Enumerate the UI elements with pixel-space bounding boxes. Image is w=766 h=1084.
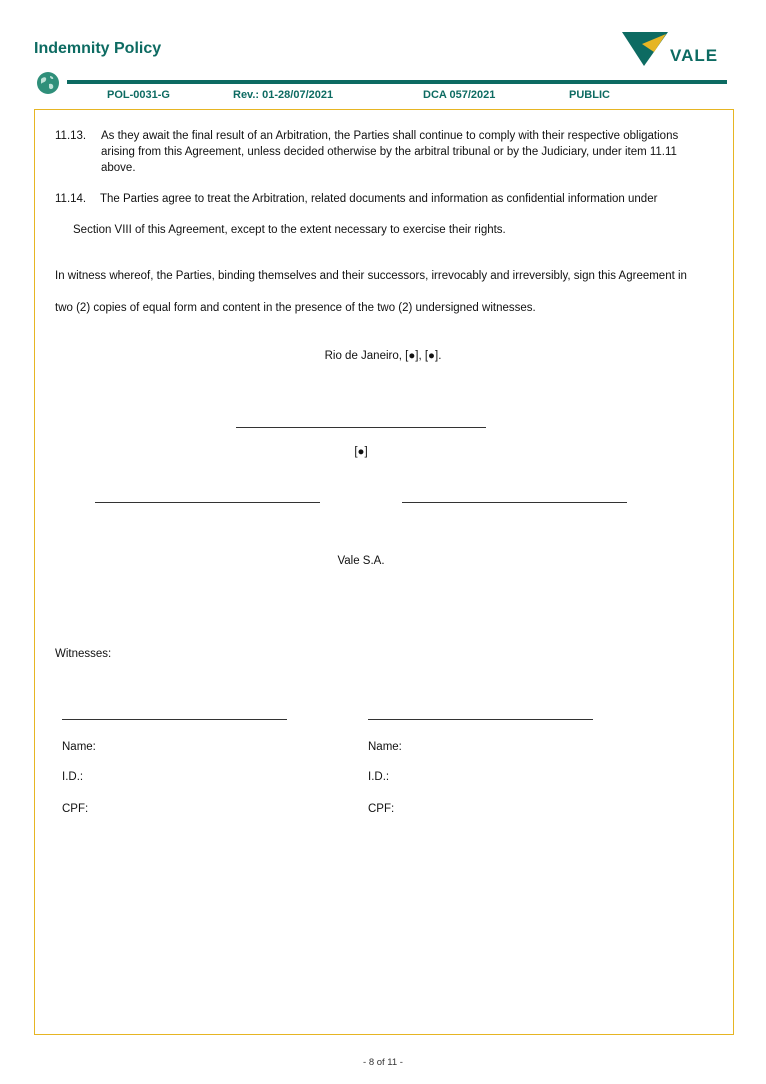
classification: PUBLIC [569, 89, 610, 101]
witness-field-cpf: CPF: [62, 803, 89, 815]
signature-line [402, 502, 627, 503]
clause-number: 11.14. [55, 193, 87, 205]
page-title: Indemnity Policy [34, 40, 162, 57]
witness-field-name: Name: [62, 741, 96, 753]
vale-logo-icon [620, 30, 720, 70]
witness-signature-line [368, 719, 593, 720]
place-date: Rio de Janeiro, [●], [●]. [324, 350, 442, 362]
page-number: - 8 of 11 - [363, 1057, 403, 1068]
witness-field-id: I.D.: [62, 771, 84, 783]
witness-field-cpf: CPF: [368, 803, 395, 815]
logo-text: VALE [670, 46, 719, 65]
clause-continuation: Section VIII of this Agreement, except to the extent necessary to exercise their rights. [73, 224, 506, 236]
witness-field-id: I.D.: [368, 771, 390, 783]
witness-signature-line [62, 719, 287, 720]
vale-logo [620, 30, 720, 70]
content-frame [34, 109, 734, 1035]
clause-text: As they await the final result of an Arbitration, the Parties shall continue to comply with their respective obligations arising from this Agreement, unless decided otherwise by the arbitral tribunal or by the Judiciary, under item 11.11 above. [101, 130, 679, 174]
signatory-name: Vale S.A. [337, 555, 385, 567]
revision: Rev.: 01-28/07/2021 [233, 89, 334, 101]
dca-number: DCA 057/2021 [423, 89, 496, 101]
clause-text: The Parties agree to treat the Arbitration, related documents and information as confidential information under [100, 193, 658, 205]
witnesses-label: Witnesses: [55, 648, 112, 660]
signatory-name: [●] [354, 446, 368, 458]
clause-number: 11.13. [55, 130, 87, 142]
witness-statement-line: two (2) copies of equal form and content in the presence of the two (2) undersigned witnesses. [55, 302, 536, 314]
witness-statement-line: In witness whereof, the Parties, binding themselves and their successors, irrevocably and irreversibly, sign this Agreement in [55, 270, 687, 282]
header-rule [67, 80, 727, 84]
globe-icon [36, 71, 60, 95]
document-code: POL-0031-G [107, 89, 170, 101]
signature-line [95, 502, 320, 503]
signature-line [236, 427, 486, 428]
witness-field-name: Name: [368, 741, 402, 753]
